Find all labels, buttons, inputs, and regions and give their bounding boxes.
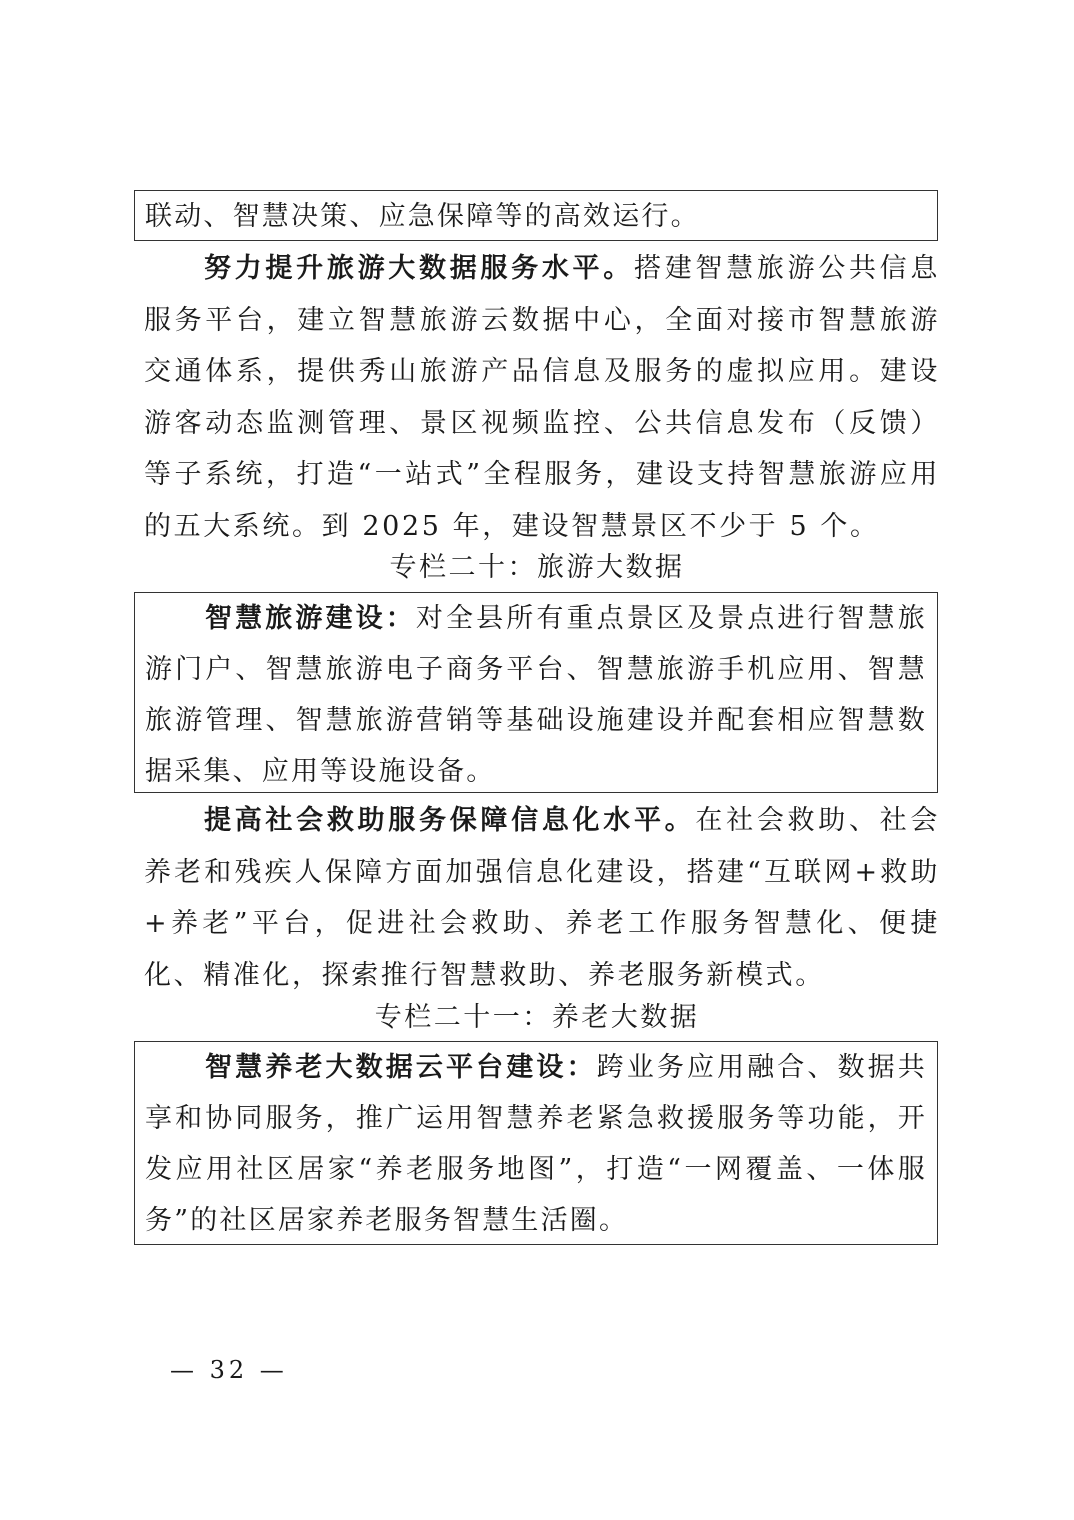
column-20-body: 对全县所有重点景区及景点进行智慧旅游门户、智慧旅游电子商务平台、智慧旅游手机应用、智慧旅游管理、智慧旅游营销等基础设施建设并配套相应智慧数据采集、应用等设施设备。 <box>145 603 927 787</box>
column-20-title: 专栏二十：旅游大数据 <box>389 552 685 583</box>
column-21-text <box>145 1042 927 1246</box>
column-21-box <box>134 1041 938 1245</box>
column-20-box <box>134 592 938 793</box>
column-21-title: 专栏二十一：养老大数据 <box>374 1002 700 1033</box>
column-20-text <box>145 593 927 797</box>
paragraph-lead: 努力提升旅游大数据服务水平。 <box>204 253 634 284</box>
column-21-lead: 智慧养老大数据云平台建设： <box>205 1052 597 1083</box>
paragraph-tourism-big-data <box>144 243 940 552</box>
paragraph-social-assistance <box>144 795 940 1001</box>
paragraph-body: 搭建智慧旅游公共信息服务平台，建立智慧旅游云数据中心，全面对接市智慧旅游交通体系，提供秀山旅游产品信息及服务的虚拟应用。建设游客动态监测管理、景区视频监控、公共信息发布（反馈）等子系统，打造“一站式”全程服务，建设支持智慧旅游应用的五大系统。到 2025 年，建设智慧景区不少于 5 个。 <box>144 253 940 542</box>
paragraph-body: 在社会救助、社会养老和残疾人保障方面加强信息化建设，搭建“互联网+救助+养老”平台，促进社会救助、养老工作服务智慧化、便捷化、精准化，探索推行智慧救助、养老服务新模式。 <box>144 805 940 991</box>
continued-column-box <box>134 190 938 241</box>
continued-column-text: 联动、智慧决策、应急保障等的高效运行。 <box>145 201 700 232</box>
paragraph-lead: 提高社会救助服务保障信息化水平。 <box>204 805 696 836</box>
page-number: — 32 — <box>170 1356 288 1384</box>
column-21-body: 跨业务应用融合、数据共享和协同服务，推广运用智慧养老紧急救援服务等功能，开发应用社区居家“养老服务地图”，打造“一网覆盖、一体服务”的社区居家养老服务智慧生活圈。 <box>145 1052 927 1236</box>
column-20-lead: 智慧旅游建设： <box>205 603 416 634</box>
